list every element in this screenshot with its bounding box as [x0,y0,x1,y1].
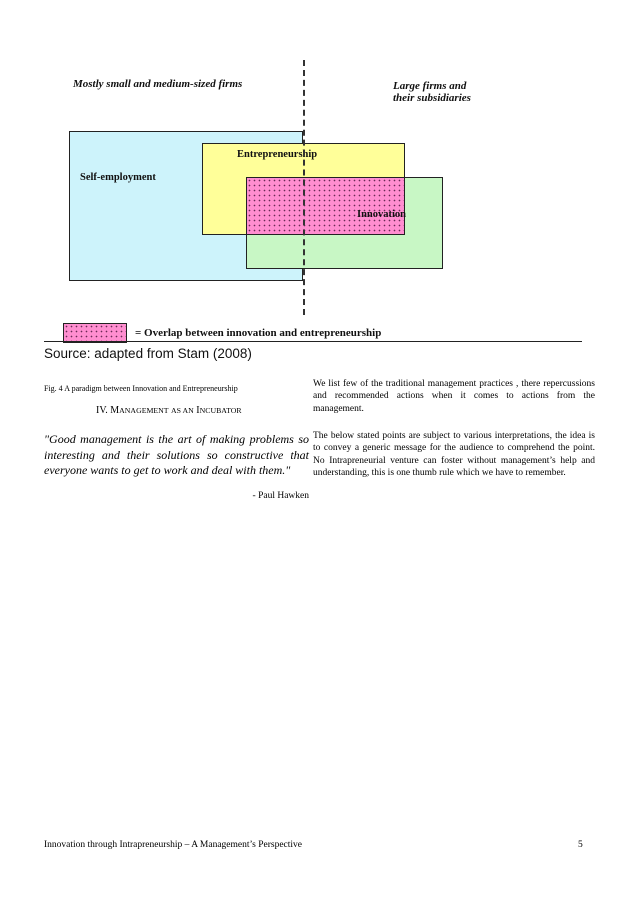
self-employment-label: Self-employment [80,172,156,183]
legend-overlap-swatch [63,323,127,343]
heading-as-an: AS AN [171,406,194,415]
figure-caption: Fig. 4 A paradigm between Innovation and Entrepreneurship [44,384,238,393]
quote-author: - Paul Hawken [252,491,309,501]
label-small-medium-firms: Mostly small and medium-sized firms [73,78,243,90]
footer-title: Innovation through Intrapreneurship – A Management’s Perspective [44,840,303,850]
venn-figure [0,0,638,370]
legend-overlap-text: = Overlap between innovation and entrepreneurship [135,327,382,339]
heading-rest-management: ANAGEMENT [119,406,169,415]
heading-word-incubator [196,405,241,416]
quote-text: "Good management is the art of making problems so interesting and their solutions so constructive that everyone wants to get to work and deal with them." [44,432,309,478]
heading-rest-incubator: NCUBATOR [199,406,242,415]
section-heading [96,405,242,416]
heading-initial-i: I [196,405,200,416]
heading-numeral: IV. [96,405,108,416]
label-large-firms-line1: Large firms and [393,80,467,92]
overlap-region [246,177,405,235]
figure-source: Source: adapted from Stam (2008) [44,346,252,361]
heading-word-management [110,405,168,416]
label-large-firms-line2: their subsidiaries [393,92,471,104]
entrepreneurship-label: Entrepreneurship [237,149,318,160]
heading-initial-m: M [110,405,120,416]
legend-rule [44,341,582,342]
firm-size-divider [303,60,305,315]
paragraph-1: We list few of the traditional management practices , there repercussions and recommended actions when it comes to actions from the management. [313,379,595,414]
page-number: 5 [578,840,583,850]
innovation-label: Innovation [357,209,407,220]
paragraph-2: The below stated points are subject to various interpretations, the idea is to convey a generic message for the audience to comprehend the point. No Intrapreneurial venture can foster without management’s help and understanding, this is one thumb rule which we have to remember. [313,431,595,479]
